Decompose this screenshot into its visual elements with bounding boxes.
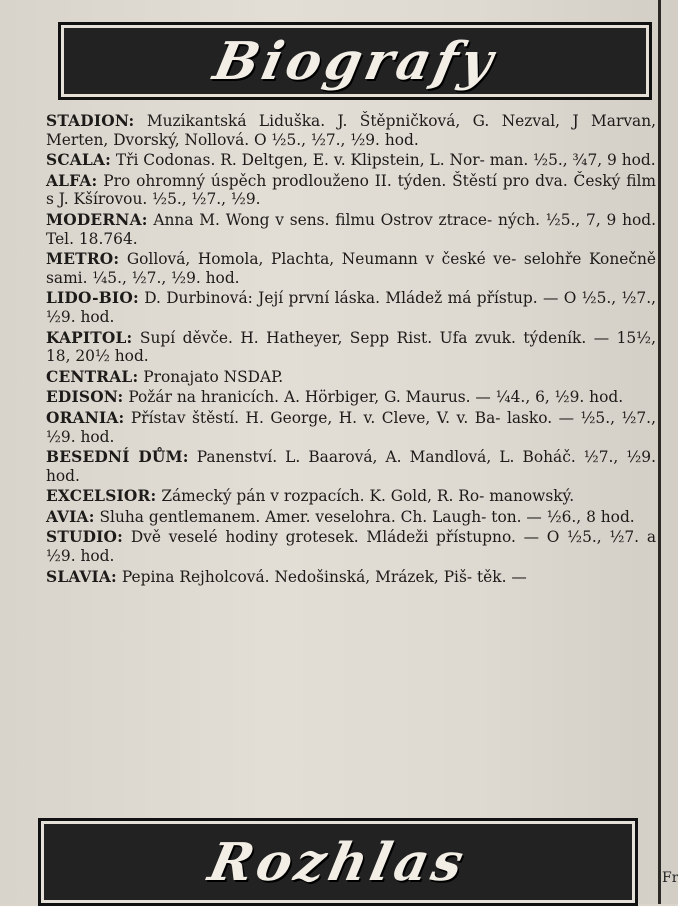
- section-title: Rozhlas: [203, 831, 473, 893]
- listing-text: Pronajato NSDAP.: [143, 367, 284, 386]
- listing-entry: [46, 151, 656, 170]
- listing-text: Muzikantská Liduška. J. Štěpničková, G. Nezval, J Marvan, Merten, Dvorský, Nollová. O ½5.,: [46, 112, 656, 149]
- listing-entry: [46, 487, 656, 506]
- listing-entry: [46, 388, 656, 407]
- listing-text: Štěstí pro dva. Český film s J. Kšírovou. ½5., ½7., ½9.: [46, 171, 656, 209]
- section-header-rozhlas: [38, 818, 638, 906]
- listing-text: Sluha gentlemanem. Amer. veselohra. Ch. Laugh-: [99, 507, 487, 526]
- listing-text: ton. — ½6., 8 hod.: [491, 507, 635, 526]
- cinema-listings: [46, 112, 656, 588]
- venue-name: MODERNA:: [46, 210, 148, 229]
- listing-text: ¼4., 6, ½9. hod.: [495, 388, 624, 407]
- section-header-biografy: [58, 22, 652, 100]
- listing-text: Boháč. ½7., ½9. hod.: [46, 448, 656, 485]
- listing-text: těk. —: [476, 567, 527, 586]
- listing-entry: [46, 528, 656, 565]
- listing-entry: [46, 568, 656, 587]
- venue-name: ORANIA:: [46, 408, 125, 427]
- venue-name: SLAVIA:: [46, 567, 117, 586]
- venue-name: BESEDNÍ DŮM:: [46, 448, 189, 467]
- listing-entry: [46, 368, 656, 387]
- listing-text: ných. ½5., 7, 9 hod. Tel. 18.764.: [46, 210, 656, 248]
- listing-text: Gollová, Homola, Plachta, Neumann v české ve-: [126, 250, 517, 269]
- venue-name: STUDIO:: [46, 528, 124, 547]
- listing-text: Supí děvče. H. Hatheyer, Sepp Rist. Ufa zvuk.: [139, 328, 516, 347]
- listing-entry: [46, 211, 656, 248]
- listing-entry: [46, 508, 656, 527]
- venue-name: STADION:: [46, 112, 135, 130]
- listing-text: Pepina Rejholcová. Nedošinská, Mrázek, Piš-: [121, 567, 473, 586]
- listing-text: man. ½5., ¾7, 9 hod.: [489, 151, 656, 170]
- column-divider: [658, 0, 661, 904]
- listing-text: manowský.: [489, 487, 575, 506]
- listing-text: Zámecký pán v rozpacích. K. Gold, R. Ro-: [161, 487, 485, 506]
- listing-entry: [46, 250, 656, 287]
- listing-text: D. Durbinová: Její první láska. Mládež má: [144, 289, 472, 308]
- listing-text: Požár na hranicích. A. Hörbiger, G. Maurus. —: [128, 388, 491, 407]
- listing-entry: [46, 409, 656, 446]
- listing-text: Pro ohromný úspěch prodlouženo II. týden.: [103, 171, 447, 190]
- venue-name: SCALA:: [46, 151, 111, 170]
- section-title: Biografy: [208, 30, 502, 92]
- listing-entry: [46, 112, 656, 149]
- listing-entry: [46, 329, 656, 366]
- listing-text: Přístav štěstí. H. George, H. v. Cleve, V. v. Ba-: [130, 408, 501, 427]
- listing-entry: [46, 172, 656, 209]
- venue-name: LIDO-BIO:: [46, 289, 139, 308]
- venue-name: ALFA:: [46, 171, 98, 190]
- venue-name: AVIA:: [46, 507, 95, 526]
- listing-text: lasko. — ½5., ½7., ½9. hod.: [46, 408, 656, 446]
- venue-name: EXCELSIOR:: [46, 487, 157, 506]
- venue-name: EDISON:: [46, 388, 124, 407]
- listing-text: ½7., ½9. hod.: [310, 130, 419, 149]
- listing-text: — O ½5., ½7. a ½9. hod.: [46, 528, 656, 566]
- listing-text: Anna M. Wong v sens. filmu Ostrov ztrace-: [153, 210, 493, 229]
- listing-text: Panenství. L. Baarová, A. Mandlová, L.: [196, 448, 515, 467]
- listing-entry: [46, 289, 656, 326]
- listing-text: Dvě veselé hodiny grotesek. Mládeži přístupno.: [130, 528, 516, 547]
- listing-text: Tři Codonas. R. Deltgen, E. v. Klipstein, L. Nor-: [115, 151, 485, 170]
- listing-text: týdeník. — 15½, 18, 20½ hod.: [46, 328, 656, 366]
- venue-name: METRO:: [46, 250, 120, 269]
- adjacent-column-fragment: Fr: [662, 870, 678, 886]
- listing-entry: [46, 448, 656, 485]
- listing-text: selohře Konečně sami. ¼5., ½7., ½9. hod.: [46, 250, 656, 287]
- venue-name: KAPITOL:: [46, 328, 133, 347]
- listing-text: přístup. — O ½5., ½7., ½9. hod.: [46, 289, 656, 326]
- venue-name: CENTRAL:: [46, 367, 139, 386]
